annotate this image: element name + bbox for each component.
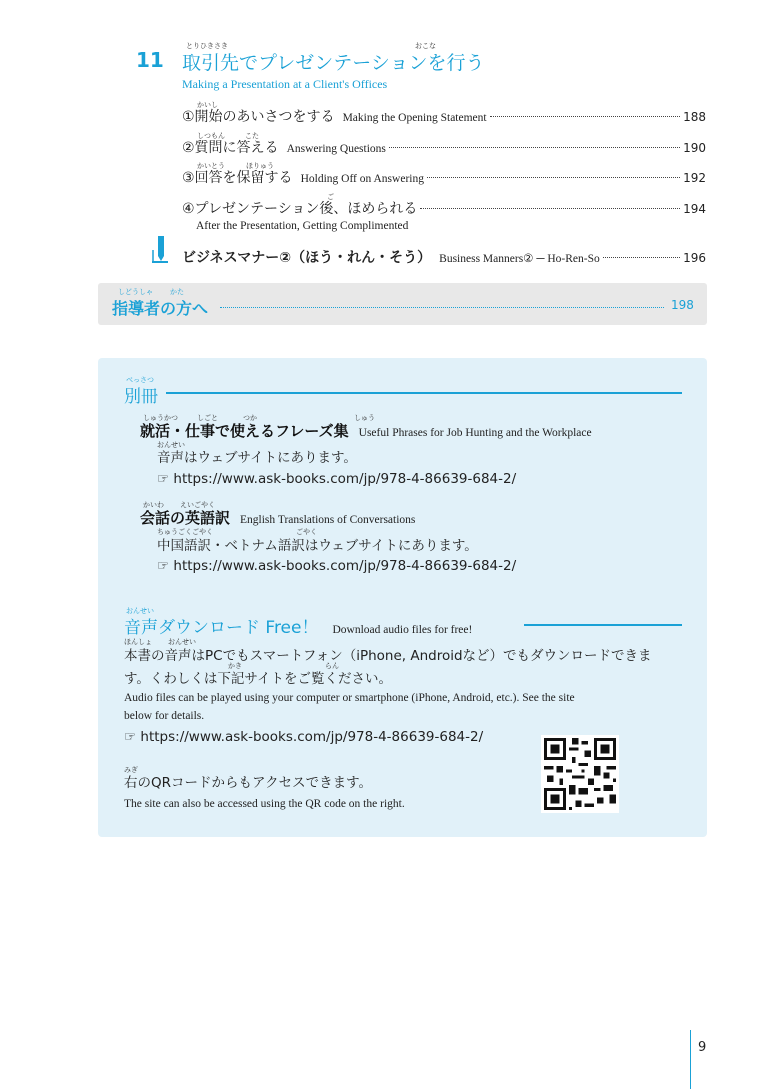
extra-item-title: 就活・仕事で使えるフレーズ集 [140,422,349,440]
toc-page: 188 [683,110,706,124]
leader-dots [427,177,680,178]
url-link[interactable] [124,729,483,745]
ruby: かいとう [197,162,225,170]
qr-note: 右のQRコードからもアクセスできます。 [124,775,373,791]
download-text: す。くわしくは下記サイトをご覧ください。 [124,671,392,687]
toc-en: After the Presentation, Getting Complimented [196,220,409,232]
toc-page: 190 [683,141,706,155]
ruby: かき [228,662,242,670]
toc-page: 192 [683,171,706,185]
toc-en: Business Manners② ─ Ho-Ren-So [439,253,600,265]
ruby: とりひきさき [186,42,228,50]
extra-item-en: Useful Phrases for Job Hunting and the Workplace [358,427,592,439]
toc-title: ③回答を保留する [182,170,293,186]
extra-title: 別冊 [124,387,158,407]
toc-page: 196 [683,251,706,265]
leader-dots [220,307,664,308]
download-en-text: Audio files can be played using your computer or smartphone (iPhone, Android, etc.). See the site [124,692,575,704]
toc-row[interactable] [182,167,706,187]
ruby: べっさつ [126,376,154,384]
ruby: しゅう [354,414,375,422]
ruby: ちゅうごくごやく [157,528,213,536]
qr-code-icon[interactable] [541,735,619,813]
ruby: おんせい [168,638,196,646]
ruby: しゅうかつ [143,414,178,422]
ruby: ほりゅう [246,162,274,170]
guide-page: 198 [671,298,694,312]
extra-item-note: 音声はウェブサイトにあります。 [157,450,357,466]
section-rule [166,392,682,394]
leader-dots [603,257,680,258]
url-text[interactable]: https://www.ask-books.com/jp/978-4-86639-684-2/ [140,729,484,745]
download-en-text: below for details. [124,710,205,722]
extra-item-en: English Translations of Conversations [240,514,416,526]
pointer-icon: ☞ [157,471,170,487]
ruby: らん [325,662,339,670]
ruby: しごと [197,414,218,422]
extra-item [140,420,592,441]
leader-dots [420,208,680,209]
ruby: ご [327,193,334,201]
toc-row-manners[interactable] [182,247,706,267]
toc-title: ②質問に答える [182,140,279,156]
ruby: かた [170,288,184,296]
page-number-rule [690,1030,691,1089]
ruby: えいごやく [180,501,215,509]
ruby: みぎ [124,766,138,774]
chapter-title: 取引先でプレゼンテーションを行う [182,52,485,74]
toc-en: Answering Questions [286,143,386,155]
leader-dots [389,147,680,148]
chapter-number: 11 [136,48,164,72]
ruby: こた [245,132,259,140]
leader-dots [490,116,680,117]
download-en-title: Download audio files for free! [332,624,473,636]
pencil-icon [150,234,170,264]
download-title: 音声ダウンロード Free！ [124,618,319,638]
guide-title: 指導者の方へ [112,299,209,318]
extra-item [140,507,415,528]
url-link[interactable] [157,558,516,574]
qr-note-en: The site can also be accessed using the QR code on the right. [124,798,405,810]
ruby: おこな [415,42,436,50]
section-rule [524,624,682,626]
toc-title: ①開始のあいさつをする [182,109,335,125]
pointer-icon: ☞ [124,729,137,745]
toc-row[interactable] [182,198,706,218]
toc-en: Making the Opening Statement [342,112,487,124]
ruby: おんせい [157,441,185,449]
ruby: しどうしゃ [118,288,153,296]
pointer-icon: ☞ [157,558,170,574]
ruby: おんせい [126,607,154,615]
ruby: ほんしょ [124,638,152,646]
url-text[interactable]: https://www.ask-books.com/jp/978-4-86639-684-2/ [173,471,517,487]
toc-en: Holding Off on Answering [300,173,424,185]
ruby: つか [243,414,257,422]
toc-page: 194 [683,202,706,216]
page-number: 9 [698,1040,707,1055]
ruby: ごやく [296,528,317,536]
toc-row[interactable] [182,137,706,157]
extra-item-title: 会話の英語訳 [140,509,231,527]
url-link[interactable] [157,471,516,487]
ruby: かいし [197,101,218,109]
ruby: かいわ [143,501,164,509]
extra-item-note: 中国語訳・ベトナム語訳はウェブサイトにあります。 [157,538,478,554]
toc-title: ビジネスマナー②（ほう・れん・そう） [182,250,432,266]
download-header [124,613,472,638]
download-text: 本書の音声はPCでもスマートフォン（iPhone, Androidなど）でもダウンロードできま [124,648,652,664]
url-text[interactable]: https://www.ask-books.com/jp/978-4-86639-684-2/ [173,558,517,574]
toc-title: ④プレゼンテーション後、ほめられる [182,201,418,217]
chapter-subtitle: Making a Presentation at a Client's Offices [182,77,388,91]
ruby: しつもん [197,132,225,140]
toc-row[interactable] [182,106,706,126]
